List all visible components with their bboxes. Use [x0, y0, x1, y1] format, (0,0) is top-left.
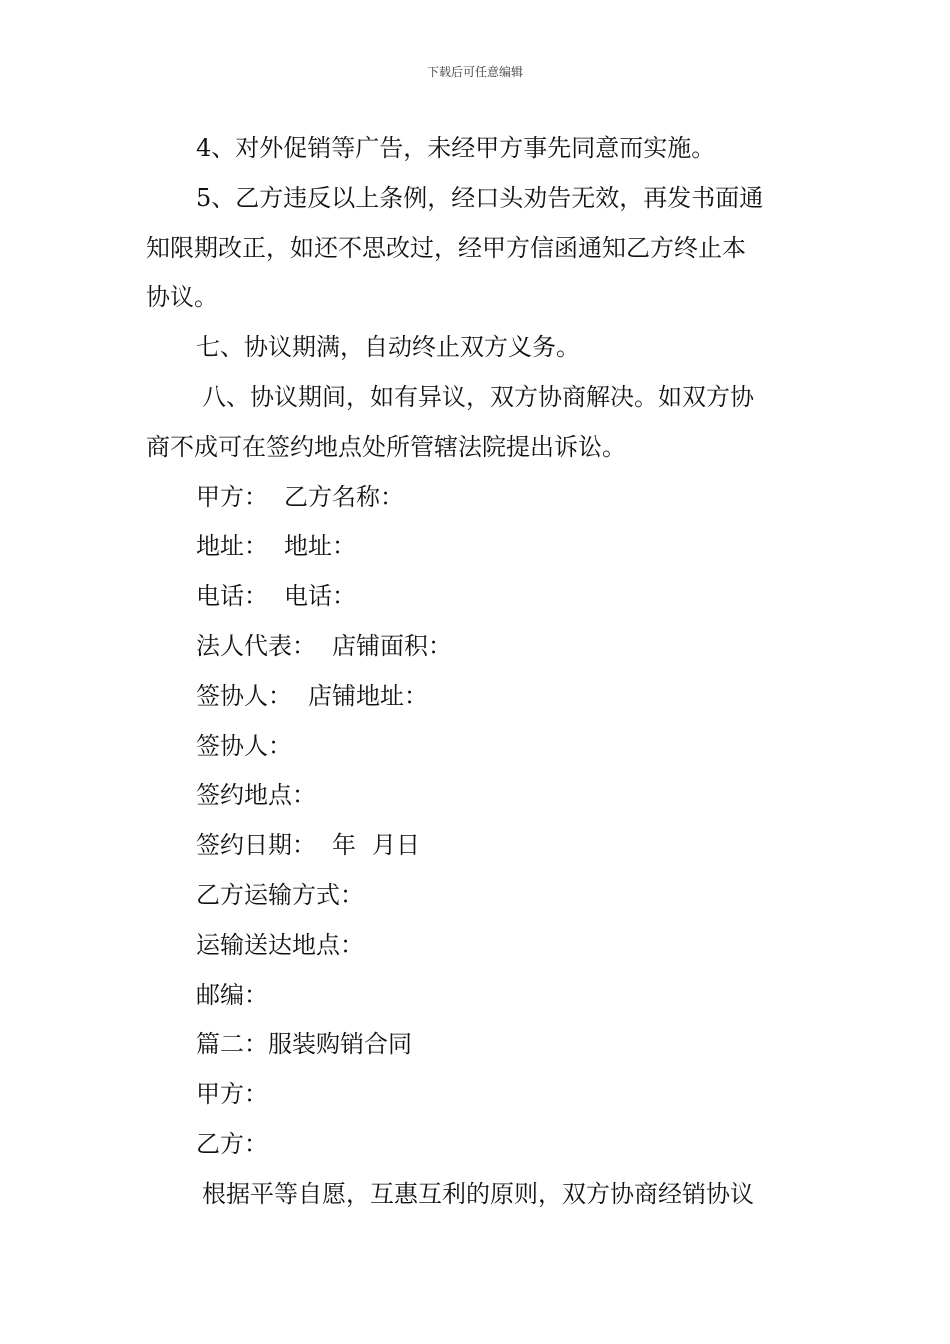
party-b-field-2: 乙方： [196, 1129, 268, 1158]
legal-rep-field [146, 622, 808, 672]
article-7: 七、协议期满，自动终止双方义务。 [196, 333, 580, 362]
phone-field [146, 572, 808, 622]
phone-label-b: 电话： [284, 582, 356, 611]
postcode-field: 邮编： [196, 980, 268, 1009]
month-day-label: 月日 [372, 831, 420, 860]
clause-5-line-3: 协议。 [146, 283, 218, 312]
year-label: 年 [332, 831, 356, 860]
article-8-line-2: 商不成可在签约地点处所管辖法院提出诉讼。 [146, 432, 626, 461]
signatory-field: 签协人： [196, 731, 292, 760]
legal-rep-label: 法人代表： [196, 631, 316, 660]
section-title: 篇二：服装购销合同 [196, 1030, 412, 1059]
address-label-b: 地址： [284, 532, 356, 561]
store-address-label: 店铺地址： [308, 681, 428, 710]
clause-5-line-1: 5、乙方违反以上条例，经口头劝告无效，再发书面通 [196, 183, 764, 212]
party-a-label: 甲方： [196, 482, 268, 511]
page-header-note: 下载后可任意编辑 [426, 65, 523, 79]
principle-paragraph: 根据平等自愿，互惠互利的原则，双方协商经销协议 [202, 1179, 754, 1208]
signing-date-label: 签约日期： [196, 831, 316, 860]
address-label-a: 地址： [196, 532, 268, 561]
party-a-field-2: 甲方： [196, 1080, 268, 1109]
document-body [146, 124, 808, 1220]
signing-date-field [146, 821, 808, 871]
article-8-line-1: 八、协议期间，如有异议，双方协商解决。如双方协 [202, 382, 754, 411]
clause-5-line-2: 知限期改正，如还不思改过，经甲方信函通知乙方终止本 [146, 233, 746, 262]
phone-label-a: 电话： [196, 582, 268, 611]
party-b-name-label: 乙方名称： [284, 482, 404, 511]
address-field [146, 522, 808, 572]
signatory-store-field [146, 672, 808, 722]
signing-place-field: 签约地点： [196, 781, 316, 810]
party-a-field [146, 473, 808, 523]
delivery-location-field: 运输送达地点： [196, 930, 364, 959]
signatory-label: 签协人： [196, 681, 292, 710]
transport-method-field: 乙方运输方式： [196, 880, 364, 909]
clause-4: 4、对外促销等广告，未经甲方事先同意而实施。 [196, 134, 716, 162]
store-area-label: 店铺面积： [332, 631, 452, 660]
